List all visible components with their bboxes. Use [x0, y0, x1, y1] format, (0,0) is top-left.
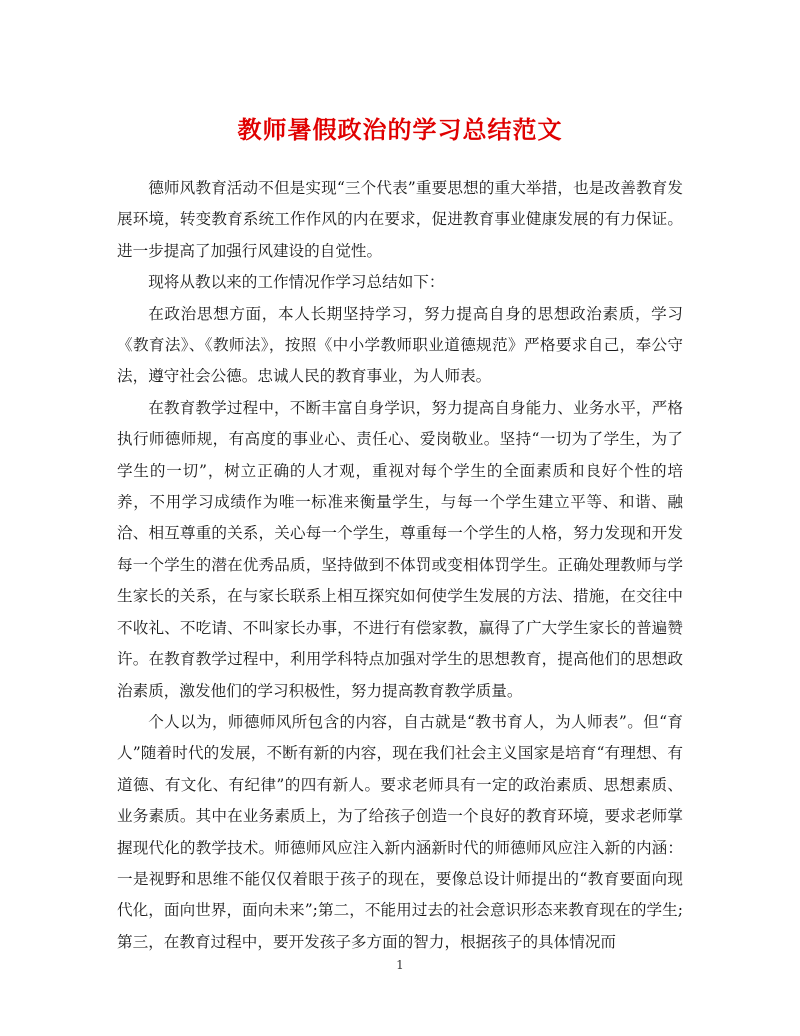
document-title: 教师暑假政治的学习总结范文 — [237, 115, 563, 144]
paragraph-2: 现将从教以来的工作情况作学习总结如下： — [148, 273, 445, 292]
paragraph-5: 个人以为，师德师风所包含的内容，自古就是“教书育人，为人师表”。但“育人”随着时代的发展，不断有新的内容，现在我们社会主义国家是培育“有理想、有道德、有文化、有纪律”的四有新人。要求老师具有一定的政治素质、思想素质、业务素质。其中在业务素质上，为了给孩子创造一个良好的教育环境，要求老师掌握现代化的教学技术。师德师风应注入新内涵新时代的师德师风应注入新的内涵：一是视野和思维不能仅仅着眼于孩子的现在，要像总设计师提出的“教育要面向现代化，面向世界，面向未来”;第二，不能用过去的社会意识形态来教育现在的学生;第三，在教育过程中，要开发孩子多方面的智力，根据孩子的具体情况而 — [117, 712, 683, 951]
page-number: 1 — [396, 958, 404, 972]
document-body — [117, 173, 683, 958]
paragraph-1: 德师风教育活动不但是实现“三个代表”重要思想的重大举措，也是改善教育发展环境，转变教育系统工作作风的内在要求，促进教育事业健康发展的有力保证。进一步提高了加强行风建设的自觉性。 — [117, 179, 683, 260]
paragraph-4: 在教育教学过程中，不断丰富自身学识，努力提高自身能力、业务水平，严格执行师德师规，有高度的事业心、责任心、爱岗敬业。坚持“一切为了学生，为了学生的一切”，树立正确的人才观，重视对每个学生的全面素质和良好个性的培养，不用学习成绩作为唯一标准来衡量学生，与每一个学生建立平等、和谐、融洽、相互尊重的关系，关心每一个学生，尊重每一个学生的人格，努力发现和开发每一个学生的潜在优秀品质，坚持做到不体罚或变相体罚学生。正确处理教师与学生家长的关系，在与家长联系上相互探究如何使学生发展的方法、措施，在交往中不收礼、不吃请、不叫家长办事，不进行有偿家教，赢得了广大学生家长的普遍赞许。在教育教学过程中，利用学科特点加强对学生的思想教育，提高他们的思想政治素质，激发他们的学习积极性，努力提高教育教学质量。 — [117, 398, 683, 700]
paragraph-3: 在政治思想方面，本人长期坚持学习，努力提高自身的思想政治素质，学习《教育法》、《教师法》，按照《中小学教师职业道德规范》严格要求自己，奉公守法，遵守社会公德。忠诚人民的教育事业，为人师表。 — [117, 304, 683, 386]
